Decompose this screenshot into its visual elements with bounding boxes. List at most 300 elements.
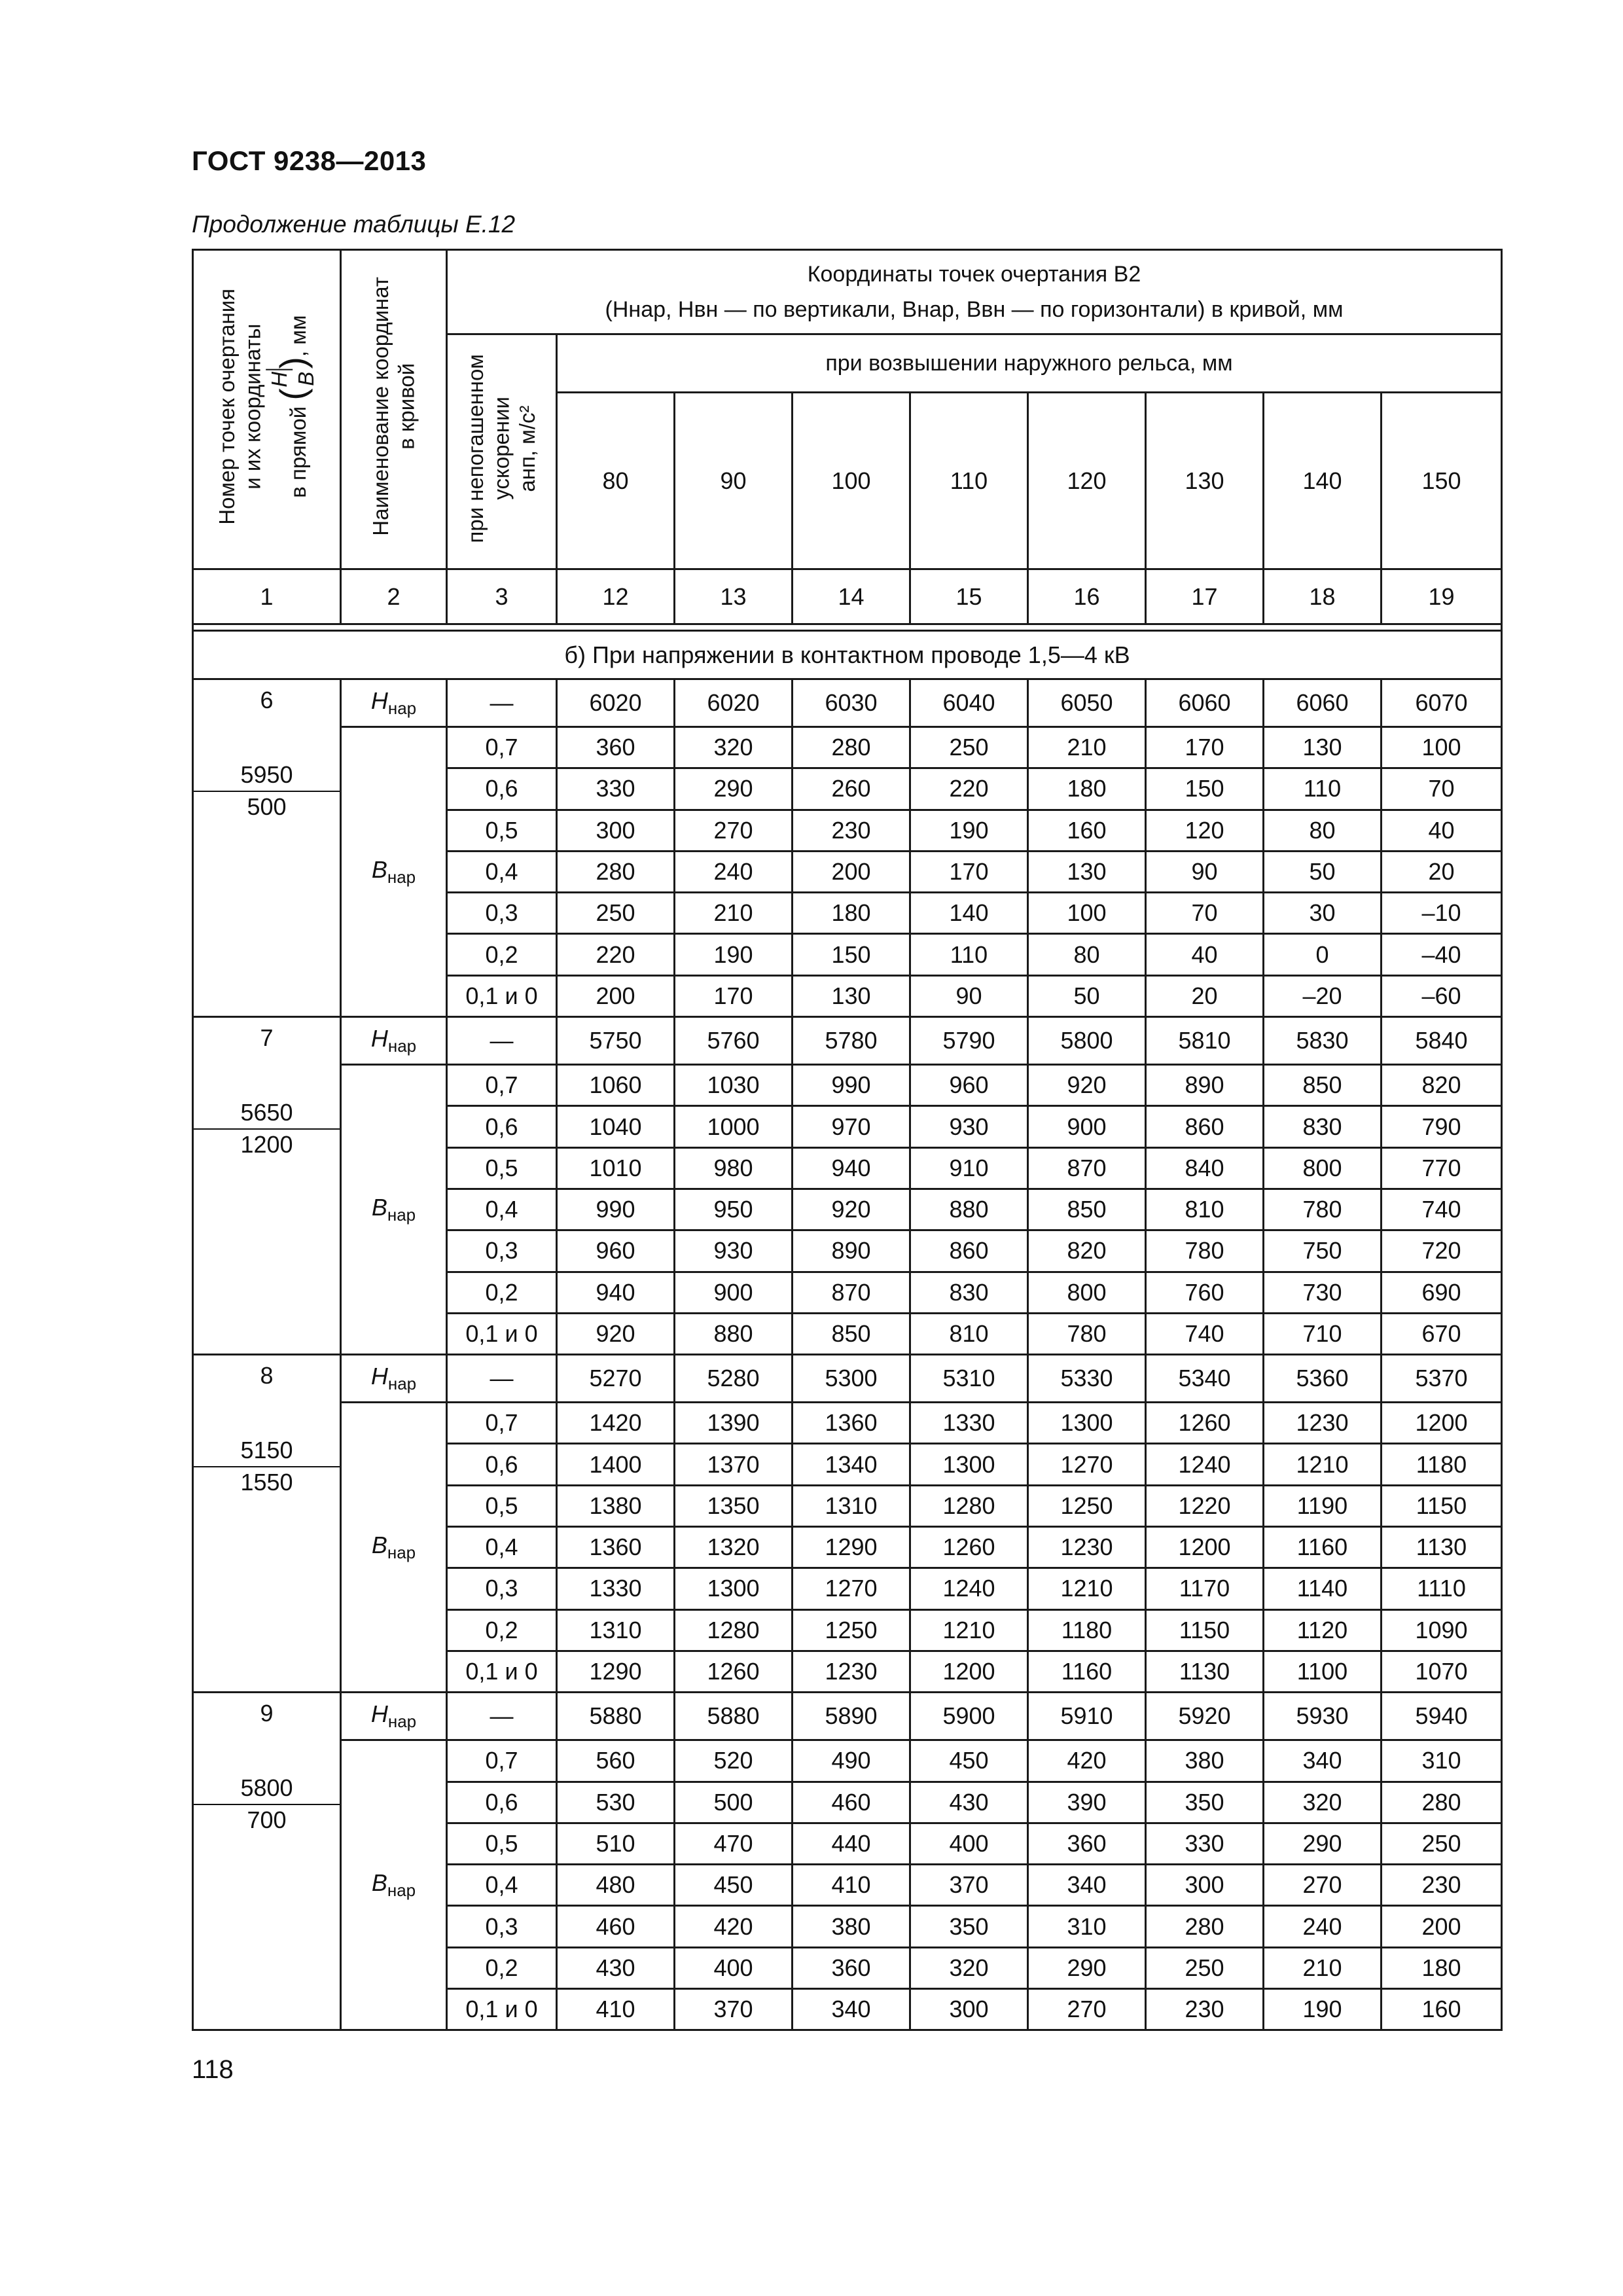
header-col2-line1: Наименование координат: [368, 277, 393, 536]
value-cell: 870: [793, 1272, 910, 1313]
value-cell: 920: [793, 1189, 910, 1230]
acceleration-cell: 0,4: [447, 1865, 557, 1906]
value-cell: 5810: [1146, 1017, 1264, 1065]
column-number: 16: [1028, 569, 1146, 624]
value-cell: 470: [675, 1823, 793, 1864]
table-row: [193, 1017, 1502, 1065]
document-title: ГОСТ 9238—2013: [192, 145, 427, 176]
header-accel-line2: ускорении: [489, 397, 514, 501]
value-cell: 1400: [557, 1444, 675, 1485]
value-cell: 6070: [1382, 679, 1502, 727]
value-cell: 6050: [1028, 679, 1146, 727]
value-cell: 220: [557, 934, 675, 975]
value-cell: 370: [675, 1989, 793, 2030]
coordinate-name: [341, 1403, 447, 1693]
value-cell: 90: [910, 975, 1028, 1016]
section-title: б) При напряжении в контактном проводе 1,5—4 кВ: [193, 631, 1502, 679]
value-cell: 190: [1264, 1989, 1382, 2030]
value-cell: 150: [1146, 768, 1264, 810]
value-cell: 500: [675, 1782, 793, 1823]
value-cell: 1260: [1146, 1403, 1264, 1444]
value-cell: 5750: [557, 1017, 675, 1065]
value-cell: 830: [910, 1272, 1028, 1313]
point-number: 9: [260, 1700, 274, 1727]
table-row: [193, 1355, 1502, 1403]
value-cell: 1150: [1382, 1485, 1502, 1526]
acceleration-cell: 0,2: [447, 934, 557, 975]
coordinate-letter: B: [371, 1532, 387, 1559]
header-elevation-value: 120: [1028, 393, 1146, 569]
value-cell: 130: [1028, 851, 1146, 892]
value-cell: 5920: [1146, 1693, 1264, 1740]
value-cell: 1230: [1028, 1527, 1146, 1568]
acceleration-cell: 0,3: [447, 893, 557, 934]
value-cell: 850: [793, 1313, 910, 1354]
value-cell: 1150: [1146, 1609, 1264, 1651]
value-cell: 5890: [793, 1693, 910, 1740]
value-cell: 1290: [557, 1651, 675, 1692]
value-cell: 730: [1264, 1272, 1382, 1313]
point-coordinates: [194, 1773, 340, 1836]
value-cell: –20: [1264, 975, 1382, 1016]
acceleration-cell: 0,1 и 0: [447, 1313, 557, 1354]
acceleration-cell: 0,2: [447, 1947, 557, 1988]
value-cell: 5340: [1146, 1355, 1264, 1403]
value-cell: 790: [1382, 1106, 1502, 1147]
value-cell: 420: [675, 1906, 793, 1947]
coordinate-letter: H: [370, 687, 388, 714]
column-number: 14: [793, 569, 910, 624]
acceleration-cell: 0,4: [447, 851, 557, 892]
value-cell: 740: [1146, 1313, 1264, 1354]
coordinate-letter: H: [370, 1700, 388, 1728]
value-cell: 260: [793, 768, 910, 810]
value-cell: 450: [910, 1740, 1028, 1782]
header-accel-line1: при непогашенном: [463, 354, 488, 543]
value-cell: 100: [1028, 893, 1146, 934]
value-cell: 5360: [1264, 1355, 1382, 1403]
table-row: [193, 679, 1502, 727]
coordinate-name: [341, 679, 447, 727]
value-cell: 170: [910, 851, 1028, 892]
acceleration-cell: 0,5: [447, 1147, 557, 1189]
value-cell: 230: [793, 810, 910, 851]
value-cell: 1000: [675, 1106, 793, 1147]
value-cell: 150: [793, 934, 910, 975]
value-cell: 850: [1264, 1065, 1382, 1106]
value-cell: 1390: [675, 1403, 793, 1444]
header-col2-line2: в кривой: [394, 363, 419, 450]
value-cell: 1180: [1028, 1609, 1146, 1651]
coordinate-name: [341, 727, 447, 1017]
point-number: 7: [260, 1024, 274, 1052]
value-cell: 120: [1146, 810, 1264, 851]
acceleration-cell: 0,5: [447, 1485, 557, 1526]
point-coord-h: 5150: [194, 1435, 340, 1467]
header-elevation-value: 150: [1382, 393, 1502, 569]
page-number: 118: [192, 2055, 234, 2084]
coordinate-subscript: нар: [387, 1374, 417, 1394]
value-cell: 320: [1264, 1782, 1382, 1823]
value-cell: 1240: [910, 1568, 1028, 1609]
value-cell: 250: [1146, 1947, 1264, 1988]
value-cell: 720: [1382, 1230, 1502, 1272]
coordinate-subscript: нар: [387, 1543, 416, 1563]
value-cell: 840: [1146, 1147, 1264, 1189]
value-cell: 480: [557, 1865, 675, 1906]
value-cell: 460: [793, 1782, 910, 1823]
value-cell: 200: [1382, 1906, 1502, 1947]
value-cell: 5830: [1264, 1017, 1382, 1065]
value-cell: 1310: [793, 1485, 910, 1526]
value-cell: 5330: [1028, 1355, 1146, 1403]
header-elevation-value: 130: [1146, 393, 1264, 569]
header-elevation-value: 80: [557, 393, 675, 569]
column-number: 12: [557, 569, 675, 624]
value-cell: 920: [557, 1313, 675, 1354]
value-cell: 1340: [793, 1444, 910, 1485]
point-cell: [193, 1693, 341, 2030]
value-cell: 930: [675, 1230, 793, 1272]
value-cell: 70: [1382, 768, 1502, 810]
value-cell: 980: [675, 1147, 793, 1189]
value-cell: 530: [557, 1782, 675, 1823]
value-cell: 1300: [910, 1444, 1028, 1485]
coordinate-name: [341, 1065, 447, 1355]
value-cell: 1380: [557, 1485, 675, 1526]
value-cell: 280: [557, 851, 675, 892]
value-cell: 800: [1264, 1147, 1382, 1189]
acceleration-cell: 0,6: [447, 1782, 557, 1823]
table-row: [193, 727, 1502, 768]
acceleration-cell: 0,3: [447, 1568, 557, 1609]
value-cell: 510: [557, 1823, 675, 1864]
acceleration-cell: 0,1 и 0: [447, 1651, 557, 1692]
coordinate-subscript: нар: [387, 867, 416, 888]
value-cell: 780: [1028, 1313, 1146, 1354]
value-cell: 1010: [557, 1147, 675, 1189]
value-cell: 1310: [557, 1609, 675, 1651]
value-cell: 740: [1382, 1189, 1502, 1230]
acceleration-cell: —: [447, 1355, 557, 1403]
value-cell: 1370: [675, 1444, 793, 1485]
coordinate-name: [341, 1355, 447, 1403]
value-cell: 6030: [793, 679, 910, 727]
table-row: [193, 1693, 1502, 1740]
value-cell: 420: [1028, 1740, 1146, 1782]
column-number: 19: [1382, 569, 1502, 624]
header-point-number: Номер точек очертания и их координаты в прямой ( H B ), мм: [193, 250, 341, 569]
value-cell: 990: [793, 1065, 910, 1106]
value-cell: 5760: [675, 1017, 793, 1065]
value-cell: 30: [1264, 893, 1382, 934]
value-cell: 1360: [557, 1527, 675, 1568]
value-cell: 1200: [910, 1651, 1028, 1692]
value-cell: 6060: [1146, 679, 1264, 727]
header-coords-line1: Координаты точек очертания В2: [807, 261, 1141, 287]
value-cell: 820: [1028, 1230, 1146, 1272]
header-col1-unit: , мм: [285, 315, 310, 357]
value-cell: 670: [1382, 1313, 1502, 1354]
value-cell: 400: [910, 1823, 1028, 1864]
value-cell: 1060: [557, 1065, 675, 1106]
value-cell: 340: [1028, 1865, 1146, 1906]
coordinate-letter: B: [371, 1194, 387, 1221]
coordinate-subscript: нар: [387, 1712, 417, 1732]
value-cell: 350: [910, 1906, 1028, 1947]
table-row: [193, 1403, 1502, 1444]
value-cell: 40: [1146, 934, 1264, 975]
value-cell: 930: [910, 1106, 1028, 1147]
acceleration-cell: 0,6: [447, 1106, 557, 1147]
value-cell: 5900: [910, 1693, 1028, 1740]
value-cell: –40: [1382, 934, 1502, 975]
value-cell: 80: [1264, 810, 1382, 851]
value-cell: 230: [1382, 1865, 1502, 1906]
header-col1-line3: в прямой: [285, 406, 310, 498]
value-cell: 890: [793, 1230, 910, 1272]
value-cell: 210: [1264, 1947, 1382, 1988]
value-cell: 1420: [557, 1403, 675, 1444]
point-coord-h: 5950: [194, 760, 340, 792]
value-cell: 230: [1146, 1989, 1264, 2030]
value-cell: 1280: [675, 1609, 793, 1651]
value-cell: 770: [1382, 1147, 1502, 1189]
value-cell: 690: [1382, 1272, 1502, 1313]
point-coordinates: [194, 760, 340, 823]
header-coords-line2: (Hнар, Hвн — по вертикали, Bнар, Bвн — по горизонтали) в кривой, мм: [605, 297, 1344, 322]
acceleration-cell: 0,7: [447, 1740, 557, 1782]
value-cell: 360: [1028, 1823, 1146, 1864]
table-row: [193, 1065, 1502, 1106]
value-cell: 40: [1382, 810, 1502, 851]
value-cell: 810: [1146, 1189, 1264, 1230]
value-cell: 1350: [675, 1485, 793, 1526]
value-cell: 5840: [1382, 1017, 1502, 1065]
value-cell: 1100: [1264, 1651, 1382, 1692]
value-cell: 290: [1264, 1823, 1382, 1864]
value-cell: 1330: [557, 1568, 675, 1609]
point-coord-b: 700: [247, 1806, 287, 1834]
value-cell: 290: [675, 768, 793, 810]
value-cell: 0: [1264, 934, 1382, 975]
value-cell: 1130: [1146, 1651, 1264, 1692]
value-cell: 850: [1028, 1189, 1146, 1230]
value-cell: 890: [1146, 1065, 1264, 1106]
header-acceleration: [447, 334, 557, 569]
coordinate-letter: B: [371, 855, 387, 883]
acceleration-cell: 0,1 и 0: [447, 975, 557, 1016]
value-cell: 710: [1264, 1313, 1382, 1354]
value-cell: 330: [1146, 1823, 1264, 1864]
value-cell: 1300: [675, 1568, 793, 1609]
value-cell: 1210: [1028, 1568, 1146, 1609]
column-number: 3: [447, 569, 557, 624]
value-cell: 210: [1028, 727, 1146, 768]
point-coord-h: 5800: [194, 1773, 340, 1805]
acceleration-cell: 0,7: [447, 1065, 557, 1106]
header-elevation-value: 90: [675, 393, 793, 569]
acceleration-cell: 0,3: [447, 1230, 557, 1272]
value-cell: 960: [557, 1230, 675, 1272]
value-cell: 5940: [1382, 1693, 1502, 1740]
value-cell: 410: [557, 1989, 675, 2030]
value-cell: 5300: [793, 1355, 910, 1403]
value-cell: 110: [910, 934, 1028, 975]
header-elevation-value: 100: [793, 393, 910, 569]
column-number: 18: [1264, 569, 1382, 624]
header-elevation-value: 140: [1264, 393, 1382, 569]
value-cell: 250: [557, 893, 675, 934]
coordinate-letter: B: [371, 1869, 387, 1897]
value-cell: 270: [1264, 1865, 1382, 1906]
column-number: 2: [341, 569, 447, 624]
value-cell: 5780: [793, 1017, 910, 1065]
header-elevation-value: 110: [910, 393, 1028, 569]
acceleration-cell: —: [447, 679, 557, 727]
value-cell: 1270: [1028, 1444, 1146, 1485]
value-cell: 180: [1382, 1947, 1502, 1988]
acceleration-cell: —: [447, 1017, 557, 1065]
point-coordinates: [194, 1435, 340, 1498]
point-cell: [193, 1017, 341, 1355]
acceleration-cell: 0,1 и 0: [447, 1989, 557, 2030]
value-cell: 5270: [557, 1355, 675, 1403]
value-cell: 250: [1382, 1823, 1502, 1864]
value-cell: 310: [1382, 1740, 1502, 1782]
column-number: 15: [910, 569, 1028, 624]
acceleration-cell: 0,6: [447, 1444, 557, 1485]
header-coordinate-name: [341, 250, 447, 569]
coordinate-letter: H: [370, 1024, 388, 1052]
value-cell: 920: [1028, 1065, 1146, 1106]
value-cell: 810: [910, 1313, 1028, 1354]
value-cell: 6040: [910, 679, 1028, 727]
acceleration-cell: 0,7: [447, 727, 557, 768]
value-cell: 430: [557, 1947, 675, 1988]
value-cell: 5790: [910, 1017, 1028, 1065]
value-cell: 5310: [910, 1355, 1028, 1403]
value-cell: 400: [675, 1947, 793, 1988]
acceleration-cell: 0,3: [447, 1906, 557, 1947]
value-cell: 340: [1264, 1740, 1382, 1782]
value-cell: 1260: [675, 1651, 793, 1692]
value-cell: 960: [910, 1065, 1028, 1106]
value-cell: 1230: [1264, 1403, 1382, 1444]
value-cell: 300: [557, 810, 675, 851]
value-cell: 1210: [910, 1609, 1028, 1651]
value-cell: 240: [675, 851, 793, 892]
value-cell: 130: [793, 975, 910, 1016]
point-cell: [193, 1355, 341, 1693]
value-cell: 70: [1146, 893, 1264, 934]
acceleration-cell: 0,5: [447, 810, 557, 851]
value-cell: 1270: [793, 1568, 910, 1609]
acceleration-cell: 0,4: [447, 1527, 557, 1568]
value-cell: 130: [1264, 727, 1382, 768]
value-cell: 430: [910, 1782, 1028, 1823]
value-cell: 6020: [557, 679, 675, 727]
value-cell: 350: [1146, 1782, 1264, 1823]
acceleration-cell: 0,2: [447, 1609, 557, 1651]
table-caption: Продолжение таблицы Е.12: [192, 211, 516, 238]
value-cell: 220: [910, 768, 1028, 810]
value-cell: 860: [910, 1230, 1028, 1272]
value-cell: 200: [557, 975, 675, 1016]
value-cell: 900: [1028, 1106, 1146, 1147]
value-cell: 5880: [557, 1693, 675, 1740]
coordinate-name: [341, 1740, 447, 2030]
value-cell: 910: [910, 1147, 1028, 1189]
value-cell: 270: [675, 810, 793, 851]
table-row: [193, 1740, 1502, 1782]
value-cell: 5280: [675, 1355, 793, 1403]
value-cell: 780: [1146, 1230, 1264, 1272]
coordinates-table: [192, 249, 1503, 2031]
value-cell: 900: [675, 1272, 793, 1313]
acceleration-cell: 0,4: [447, 1189, 557, 1230]
value-cell: 370: [910, 1865, 1028, 1906]
value-cell: 1120: [1264, 1609, 1382, 1651]
point-coord-h: 5650: [194, 1098, 340, 1130]
acceleration-cell: 0,5: [447, 1823, 557, 1864]
value-cell: 190: [910, 810, 1028, 851]
value-cell: 880: [910, 1189, 1028, 1230]
coordinate-subscript: нар: [387, 1036, 417, 1056]
value-cell: 250: [910, 727, 1028, 768]
value-cell: 170: [675, 975, 793, 1016]
value-cell: 450: [675, 1865, 793, 1906]
value-cell: 880: [675, 1313, 793, 1354]
value-cell: 820: [1382, 1065, 1502, 1106]
acceleration-cell: 0,7: [447, 1403, 557, 1444]
value-cell: 1180: [1382, 1444, 1502, 1485]
value-cell: 20: [1146, 975, 1264, 1016]
column-number: 13: [675, 569, 793, 624]
coordinate-subscript: нар: [387, 1880, 416, 1901]
value-cell: 280: [793, 727, 910, 768]
value-cell: 50: [1028, 975, 1146, 1016]
value-cell: 1200: [1382, 1403, 1502, 1444]
value-cell: 290: [1028, 1947, 1146, 1988]
value-cell: 760: [1146, 1272, 1264, 1313]
value-cell: 860: [1146, 1106, 1264, 1147]
value-cell: 1070: [1382, 1651, 1502, 1692]
value-cell: 390: [1028, 1782, 1146, 1823]
value-cell: 990: [557, 1189, 675, 1230]
value-cell: 210: [675, 893, 793, 934]
value-cell: 5800: [1028, 1017, 1146, 1065]
value-cell: 20: [1382, 851, 1502, 892]
value-cell: 800: [1028, 1272, 1146, 1313]
value-cell: –10: [1382, 893, 1502, 934]
value-cell: 180: [793, 893, 910, 934]
value-cell: 5930: [1264, 1693, 1382, 1740]
value-cell: 240: [1264, 1906, 1382, 1947]
value-cell: 1130: [1382, 1527, 1502, 1568]
value-cell: 140: [910, 893, 1028, 934]
value-cell: 50: [1264, 851, 1382, 892]
header-col1-line1: Номер точек очертания: [214, 288, 239, 525]
value-cell: 360: [557, 727, 675, 768]
value-cell: 750: [1264, 1230, 1382, 1272]
value-cell: 950: [675, 1189, 793, 1230]
value-cell: 280: [1146, 1906, 1264, 1947]
value-cell: 160: [1028, 810, 1146, 851]
value-cell: 6020: [675, 679, 793, 727]
acceleration-cell: 0,6: [447, 768, 557, 810]
acceleration-cell: —: [447, 1693, 557, 1740]
